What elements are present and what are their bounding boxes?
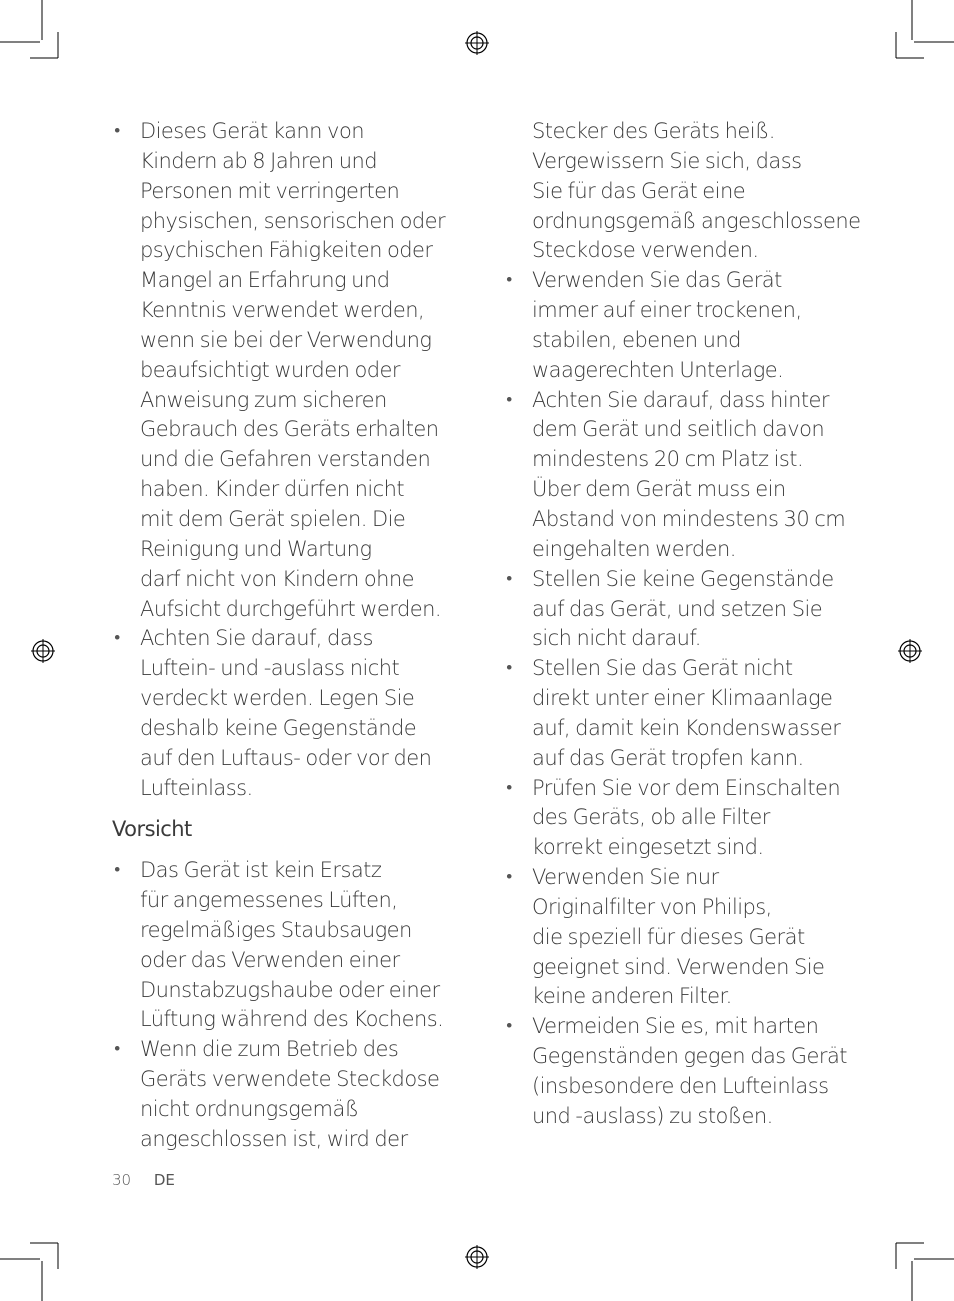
text-line: wenn sie bei der Verwendung (140, 327, 432, 352)
list-item (504, 654, 849, 773)
text-line: Verwenden Sie das Gerät (532, 268, 782, 293)
text-line: Sie für das Gerät eine (532, 178, 746, 203)
text-line: direkt unter einer Klimaanlage (532, 686, 833, 711)
continued-paragraph (504, 117, 861, 266)
text-line: Kenntnis verwendet werden, (140, 298, 425, 323)
text-line: Vermeiden Sie es, mit harten (532, 1014, 819, 1039)
text-line: deshalb keine Gegenstände (140, 715, 417, 740)
text-line: auf den Luftaus- oder vor den (140, 745, 432, 770)
text-line: Mangel an Erfahrung und (140, 268, 390, 293)
text-line: psychischen Fähigkeiten oder (140, 238, 433, 263)
text-line: Abstand von mindestens 30 cm (532, 506, 846, 531)
text-line: Achten Sie darauf, dass (140, 626, 373, 651)
text-line: darf nicht von Kindern ohne (140, 566, 415, 591)
text-line: Originalfilter von Philips, (532, 894, 772, 919)
bullet-dot: • (506, 867, 512, 888)
text-line: Kindern ab 8 Jahren und (140, 148, 378, 173)
registration-mark-left (31, 639, 55, 663)
text-line: Über dem Gerät muss ein (532, 477, 786, 502)
text-line: Wenn die zum Betrieb des (140, 1037, 399, 1062)
list-item (112, 856, 457, 1035)
list-item (112, 624, 457, 803)
text-line: Verwenden Sie nur (532, 865, 719, 890)
text-line: haben. Kinder dürfen nicht (140, 477, 405, 502)
text-line: keine anderen Filter. (532, 984, 732, 1009)
list-item (504, 774, 849, 864)
list-item (504, 386, 849, 565)
text-line: eingehalten werden. (532, 536, 736, 561)
list-item (112, 1035, 457, 1154)
text-line: des Geräts, ob alle Filter (532, 805, 770, 830)
bullet-dot: • (114, 628, 120, 649)
bullet-dot: • (506, 1016, 512, 1037)
bullet-dot: • (114, 121, 120, 141)
page-footer (112, 1171, 175, 1189)
text-line: angeschlossen ist, wird der (140, 1126, 408, 1151)
text-line: (insbesondere den Lufteinlass (532, 1074, 829, 1098)
list-item (112, 117, 457, 624)
text-line: Dunstabzugshaube oder einer (140, 977, 440, 1002)
text-line: stabilen, ebenen und (532, 327, 741, 352)
section-heading: Vorsicht (112, 817, 192, 842)
bullet-dot: • (114, 860, 120, 881)
text-line: ordnungsgemäß angeschlossene (532, 208, 861, 233)
text-line: Lüftung während des Kochens. (140, 1007, 444, 1032)
text-line: geeignet sind. Verwenden Sie (532, 954, 825, 979)
text-line: korrekt eingesetzt sind. (532, 835, 764, 860)
bullet-list-top (112, 117, 457, 803)
language-code: DE (153, 1171, 175, 1189)
text-line: Stecker des Geräts heiß. (532, 119, 775, 143)
text-line: physischen, sensorischen oder (140, 208, 446, 233)
bullet-dot: • (506, 270, 512, 291)
text-line: Achten Sie darauf, dass hinter (532, 387, 830, 412)
bullet-dot: • (114, 1039, 120, 1060)
text-line: dem Gerät und seitlich davon (532, 417, 825, 442)
text-line: Dieses Gerät kann von (140, 119, 364, 143)
list-item (504, 1012, 849, 1131)
registration-mark-top (465, 31, 489, 55)
text-line: und die Gefahren verstanden (140, 447, 431, 472)
text-line: immer auf einer trockenen, (532, 298, 802, 323)
text-line: Vergewissern Sie sich, dass (532, 148, 802, 173)
text-line: die speziell für dieses Gerät (532, 924, 805, 949)
text-line: nicht ordnungsgemäß (140, 1097, 359, 1121)
text-line: Lufteinlass. (140, 775, 253, 800)
text-line: regelmäßiges Staubsaugen (140, 917, 412, 942)
text-line: auf das Gerät, und setzen Sie (532, 596, 823, 621)
text-line: Anweisung zum sicheren (140, 387, 387, 412)
text-line: Stellen Sie keine Gegenstände (532, 566, 834, 591)
text-line: oder das Verwenden einer (140, 947, 400, 972)
text-line: Personen mit verringerten (140, 178, 400, 203)
text-line: mindestens 20 cm Platz ist. (532, 447, 804, 472)
bullet-dot: • (506, 777, 512, 798)
list-item (504, 565, 849, 655)
bullet-list-bottom (112, 856, 457, 1154)
text-line: Steckdose verwenden. (532, 238, 759, 263)
bullet-dot: • (506, 568, 512, 589)
bullet-dot: • (506, 389, 512, 410)
text-line: sich nicht darauf. (532, 626, 701, 651)
text-line: verdeckt werden. Legen Sie (140, 686, 415, 711)
text-line: Stellen Sie das Gerät nicht (532, 656, 793, 681)
text-line: Aufsicht durchgeführt werden. (140, 596, 441, 621)
list-item (504, 863, 849, 1012)
list-item (504, 266, 849, 385)
text-line: Prüfen Sie vor dem Einschalten (532, 775, 841, 800)
text-line: und -auslass) zu stoßen. (532, 1103, 773, 1128)
text-line: waagerechten Unterlage. (532, 357, 784, 382)
right-column (504, 117, 861, 1132)
text-line: auf das Gerät tropfen kann. (532, 745, 804, 770)
text-line: Geräts verwendete Steckdose (140, 1067, 440, 1092)
text-line: mit dem Gerät spielen. Die (140, 506, 406, 531)
text-line: Gegenständen gegen das Gerät (532, 1044, 847, 1069)
registration-mark-bottom (465, 1245, 489, 1269)
text-line: Luftein- und -auslass nicht (140, 656, 400, 681)
text-line: Gebrauch des Geräts erhalten (140, 417, 439, 442)
bullet-dot: • (506, 658, 512, 679)
text-line: für angemessenes Lüften, (140, 888, 398, 913)
left-column (112, 117, 457, 1155)
text-line: Reinigung und Wartung (140, 536, 372, 561)
bullet-list-right (504, 266, 849, 1131)
page-number: 30 (112, 1171, 132, 1189)
text-line: beaufsichtigt wurden oder (140, 357, 400, 382)
registration-mark-right (898, 639, 922, 663)
text-line: Das Gerät ist kein Ersatz (140, 858, 382, 883)
text-line: auf, damit kein Kondenswasser (532, 715, 841, 740)
